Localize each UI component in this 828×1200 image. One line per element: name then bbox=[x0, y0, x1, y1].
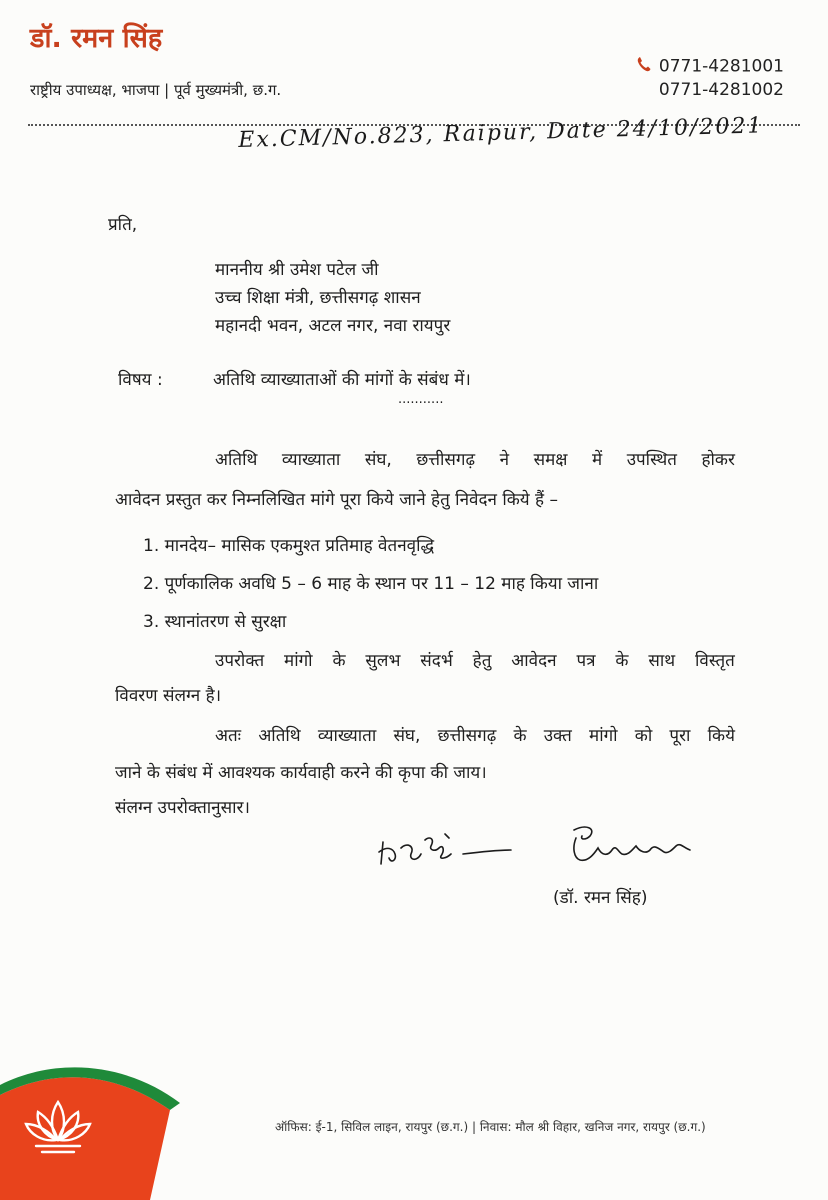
word: अतिथि bbox=[258, 726, 301, 746]
signature-mark bbox=[560, 822, 700, 878]
salutation: प्रति, bbox=[108, 215, 138, 235]
word: उपरोक्त bbox=[215, 651, 265, 671]
word: संघ, bbox=[393, 726, 421, 746]
demand-item-2: 2. पूर्णकालिक अवधि 5 – 6 माह के स्थान पर 11 – 12 माह किया जाना bbox=[143, 574, 599, 594]
word: के bbox=[615, 651, 629, 671]
word: व्याख्याता bbox=[281, 450, 341, 470]
signatory-name: (डॉ. रमन सिंह) bbox=[553, 888, 648, 908]
word: संदर्भ bbox=[420, 651, 453, 671]
word: उक्त bbox=[543, 726, 572, 746]
word: अतिथि bbox=[215, 450, 258, 470]
word: के bbox=[513, 726, 527, 746]
para2-line-2: विवरण संलग्न है। bbox=[115, 686, 222, 706]
phone-number-1 bbox=[637, 56, 784, 77]
lotus-icon bbox=[22, 1088, 94, 1168]
para3-line-1 bbox=[215, 723, 735, 746]
word: हेतु bbox=[472, 651, 492, 671]
word: विस्तृत bbox=[695, 651, 735, 671]
word: में bbox=[591, 450, 603, 470]
subject-text: अतिथि व्याख्याताओं की मांगों के संबंध में। bbox=[213, 370, 471, 390]
word: होकर bbox=[701, 450, 735, 470]
word: पूरा bbox=[669, 726, 691, 746]
word: व्याख्याता bbox=[317, 726, 377, 746]
letterhead-name: डॉ. रमन सिंह bbox=[30, 23, 163, 54]
word: मांगो bbox=[284, 651, 313, 671]
phone-icon bbox=[637, 56, 651, 77]
word: सुलभ bbox=[365, 651, 401, 671]
word: छत्तीसगढ़ bbox=[437, 726, 497, 746]
word: किये bbox=[707, 726, 735, 746]
word: ने bbox=[499, 450, 510, 470]
letterhead-title: राष्ट्रीय उपाध्यक्ष, भाजपा | पूर्व मुख्यमंत्री, छ.ग. bbox=[30, 81, 282, 99]
word: संघ, bbox=[364, 450, 392, 470]
enclosure-note: संलग्न उपरोक्तानुसार। bbox=[115, 798, 250, 818]
word: अतः bbox=[215, 726, 242, 746]
word: के bbox=[332, 651, 346, 671]
word: साथ bbox=[648, 651, 676, 671]
subject-separator: ........... bbox=[398, 392, 444, 407]
word: को bbox=[634, 726, 653, 746]
footer-address: ऑफिस: ई-1, सिविल लाइन, रायपुर (छ.ग.) | निवास: मौल श्री विहार, खनिज नगर, रायपुर (छ.ग.) bbox=[275, 1120, 706, 1134]
word: मांगो bbox=[589, 726, 618, 746]
demand-item-1: 1. मानदेय– मासिक एकमुश्त प्रतिमाह वेतनवृद्धि bbox=[143, 536, 435, 556]
subject-label: विषय : bbox=[118, 370, 163, 390]
word: आवेदन bbox=[511, 651, 557, 671]
para3-line-2: जाने के संबंध में आवश्यक कार्यवाही करने की कृपा की जाय। bbox=[115, 763, 487, 783]
phone-number-1-text: 0771-4281001 bbox=[658, 56, 784, 77]
word: समक्ष bbox=[533, 450, 568, 470]
recipient-line-1: माननीय श्री उमेश पटेल जी bbox=[215, 260, 379, 280]
para1-line-2: आवेदन प्रस्तुत कर निम्नलिखित मांगे पूरा किये जाने हेतु निवेदन किये हैं – bbox=[115, 490, 558, 510]
reference-number: Ex.CM/No.823, Raipur, Date 24/10/2021 bbox=[238, 113, 764, 153]
demand-item-3: 3. स्थानांतरण से सुरक्षा bbox=[143, 612, 287, 632]
word: पत्र bbox=[576, 651, 596, 671]
word: उपस्थित bbox=[626, 450, 677, 470]
word: छत्तीसगढ़ bbox=[416, 450, 476, 470]
recipient-line-3: महानदी भवन, अटल नगर, नवा रायपुर bbox=[215, 316, 451, 336]
para2-line-1 bbox=[215, 648, 735, 671]
para1-line-1 bbox=[215, 447, 735, 470]
recipient-line-2: उच्च शिक्षा मंत्री, छत्तीसगढ़ शासन bbox=[215, 288, 421, 308]
phone-number-2: 0771-4281002 bbox=[658, 80, 784, 100]
handwritten-initial-mark bbox=[375, 828, 515, 878]
